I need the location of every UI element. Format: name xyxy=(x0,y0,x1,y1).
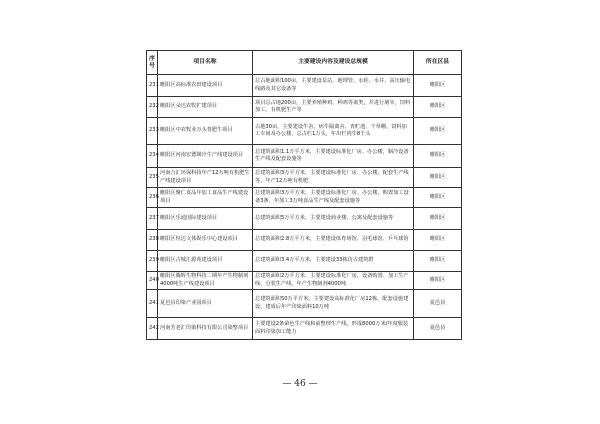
row-serial-number: 241 xyxy=(147,290,158,318)
row-project-name: 睢阳区乐通国际建设项目 xyxy=(158,208,253,230)
table-row xyxy=(147,318,462,340)
row-county: 睢阳区 xyxy=(414,118,462,145)
row-county: 睢阳区 xyxy=(414,168,462,188)
table-row xyxy=(147,251,462,272)
row-serial-number: 238 xyxy=(147,230,158,251)
row-project-name: 河南合汇环保科技年产12万吨有机肥生产线建设项目 xyxy=(158,168,253,188)
header-construction-content: 主要建设内容及建设总规模 xyxy=(253,51,414,75)
table-header-row xyxy=(147,51,462,75)
row-county: 睢阳区 xyxy=(414,251,462,272)
table-row xyxy=(147,118,462,145)
row-project-name: 睢阳区腾辉生物科技二期年产生物制剂4000吨生产线建设项目 xyxy=(158,272,253,290)
row-county: 睢阳区 xyxy=(414,188,462,208)
table-row xyxy=(147,75,462,97)
row-serial-number: 232 xyxy=(147,97,158,118)
row-construction-content: 占地30亩，主要建设牛舍、病牛隔离舍、青贮池、干草棚、饲料加工车间及办公楼，总占栏1万头，年出栏肉牛8千头 xyxy=(253,118,414,145)
header-serial-number: 序号 xyxy=(147,51,158,75)
table-row xyxy=(147,290,462,318)
row-construction-content: 总建筑面积2万平方米，主要建设标准化厂房，设备购置、加工生产线、分装生产线，年产生物制剂4000吨 xyxy=(253,272,414,290)
table-row xyxy=(147,208,462,230)
project-table xyxy=(146,50,462,340)
row-construction-content: 总建筑面积1.1万平方米，主要建设标准化厂房、办公楼，制冷设备生产线及配套设施等 xyxy=(253,145,414,168)
row-construction-content: 主要建设2条染色生产线和前整理生产线，形成8000万米/年度服装面料印染加工能力 xyxy=(253,318,414,340)
row-serial-number: 233 xyxy=(147,118,158,145)
row-serial-number: 231 xyxy=(147,75,158,97)
row-county: 睢阳区 xyxy=(414,272,462,290)
row-construction-content: 总建筑面积3万平方米，主要建设标准化厂房、办公楼，配套生产线等，年产12万吨有机肥 xyxy=(253,168,414,188)
row-county: 夏邑县 xyxy=(414,290,462,318)
row-construction-content: 总建筑面积3.4万平方米，主要建设33栋仿古建筑群 xyxy=(253,251,414,272)
row-construction-content: 项目总占地200亩，主要养殖种鸡、种鸡等禽类，并进行屠宰，饲料加工，有机肥生产等 xyxy=(253,97,414,118)
row-construction-content: 总建筑面积5万平方米，主要建设商业楼、公寓及配套设施等 xyxy=(253,208,414,230)
table-row xyxy=(147,168,462,188)
table-row xyxy=(147,230,462,251)
row-project-name: 睢阳区高标准农田建设项目 xyxy=(158,75,253,97)
row-county: 睢阳区 xyxy=(414,230,462,251)
page-number: — 46 — xyxy=(282,379,318,389)
table-row xyxy=(147,272,462,290)
row-project-name: 睢阳区恒达文体娱乐中心建设项目 xyxy=(158,230,253,251)
row-county: 睢阳区 xyxy=(414,208,462,230)
row-project-name: 睢阳区朵达农牧扩建项目 xyxy=(158,97,253,118)
row-project-name: 睢阳区河南宏德制冷生产线建设项目 xyxy=(158,145,253,168)
row-project-name: 睢阳区聚仁食品年加工食品生产线建设项目 xyxy=(158,188,253,208)
row-county: 睢阳区 xyxy=(414,97,462,118)
row-project-name: 睢阳区古城汇源苑建设项目 xyxy=(158,251,253,272)
row-serial-number: 240 xyxy=(147,272,158,290)
row-construction-content: 总占地面积100亩，主要建设泵站、地埋管、水栓、水井、高压输电线路及其它设备等 xyxy=(253,75,414,97)
row-serial-number: 235 xyxy=(147,168,158,188)
row-serial-number: 234 xyxy=(147,145,158,168)
row-project-name: 睢阳区中农牧业万头育肥牛项目 xyxy=(158,118,253,145)
table-row xyxy=(147,97,462,118)
row-county: 夏邑县 xyxy=(414,318,462,340)
row-serial-number: 236 xyxy=(147,188,158,208)
row-construction-content: 总建筑面积2.8万平方米，主要建设体育场馆、羽毛球馆、乒乓球馆 xyxy=(253,230,414,251)
row-construction-content: 总建筑面积50万平方米，主要建设高标准化厂房12栋，配套设施建设，建成后年产印染面料10万吨 xyxy=(253,290,414,318)
header-county: 所在区县 xyxy=(414,51,462,75)
row-county: 睢阳区 xyxy=(414,145,462,168)
row-serial-number: 242 xyxy=(147,318,158,340)
table-row xyxy=(147,188,462,208)
row-project-name: 河南芳老汇印染科技有限公司染整项目 xyxy=(158,318,253,340)
row-serial-number: 239 xyxy=(147,251,158,272)
header-project-name: 项目名称 xyxy=(158,51,253,75)
row-serial-number: 237 xyxy=(147,208,158,230)
table-row xyxy=(147,145,462,168)
row-construction-content: 总建筑面积3万平方米，主要建设标准化厂房、办公楼，购置加工设备3条，年加工3万吨食品生产线及配套设施等 xyxy=(253,188,414,208)
row-county: 睢阳区 xyxy=(414,75,462,97)
row-project-name: 夏邑县印染产业园项目 xyxy=(158,290,253,318)
